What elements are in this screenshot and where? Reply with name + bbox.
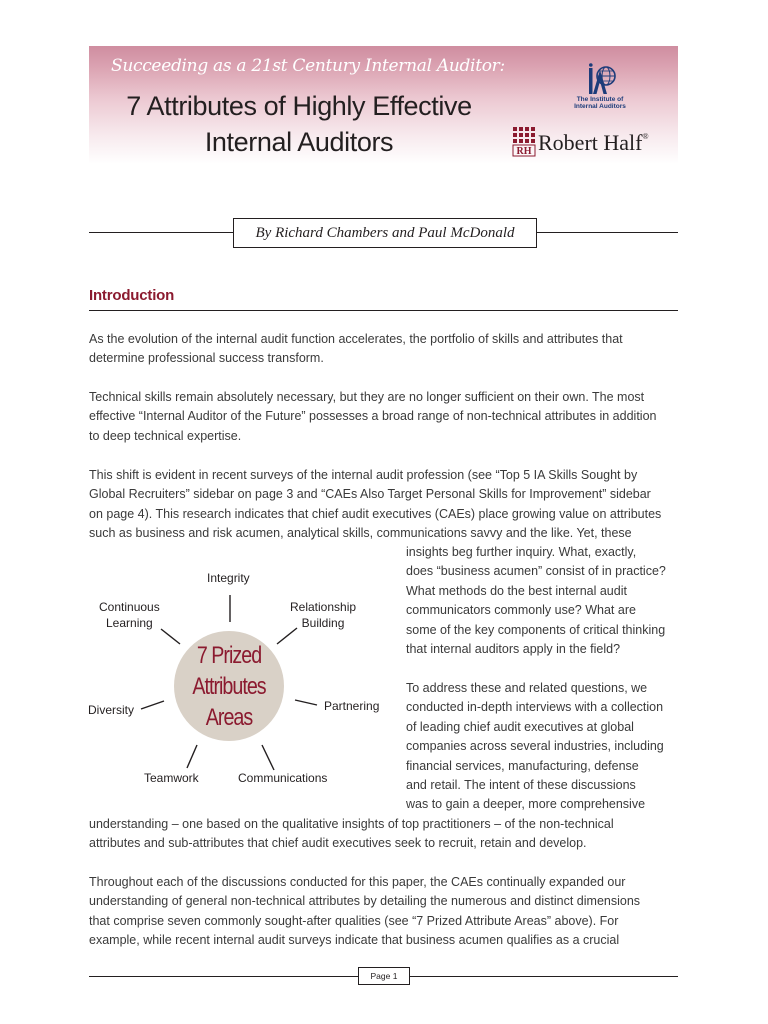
text-line: effective “Internal Auditor of the Future” possesses a broad range of non-technical attributes in addition bbox=[89, 409, 657, 424]
rh-monogram-text: RH bbox=[516, 146, 532, 157]
text-line: Technical skills remain absolutely necessary, but they are no longer sufficient on their own. The most bbox=[89, 390, 645, 404]
attribute-line: Continuous bbox=[99, 600, 160, 614]
iia-logo bbox=[560, 62, 640, 116]
text-line: What methods do the best internal audit bbox=[406, 583, 627, 598]
document-title bbox=[89, 88, 509, 160]
text-line: determine professional success transform. bbox=[89, 351, 324, 366]
spoke-teamwork bbox=[187, 745, 197, 768]
attribute-diversity: Diversity bbox=[88, 703, 135, 717]
spoke-continuous bbox=[161, 629, 180, 644]
text-line: insights beg further inquiry. What, exactly, bbox=[406, 545, 637, 559]
center-line-3: Areas bbox=[205, 704, 253, 731]
text-line: understanding – one based on the qualitative insights of top practitioners – of the non-technical bbox=[89, 817, 614, 831]
spoke-communications bbox=[262, 745, 274, 770]
text-line: To address these and related questions, we bbox=[406, 681, 648, 695]
header-banner bbox=[89, 46, 678, 164]
paragraph-3-wrap bbox=[406, 543, 666, 659]
text-line: Throughout each of the discussions conducted for this paper, the CAEs continually expanded our bbox=[89, 875, 626, 889]
text-line: attributes and sub-attributes that chief audit executives seek to recruit, retain and develop. bbox=[89, 836, 587, 851]
iia-name-line-2: Internal Auditors bbox=[574, 103, 626, 110]
text-line: on page 4). This research indicates that chief audit executives (CAEs) place growing value on attributes bbox=[89, 506, 662, 521]
spoke-diversity bbox=[141, 701, 164, 709]
text-line: companies across several industries, including bbox=[406, 739, 664, 754]
text-line: such as business and risk acumen, analytical skills, communications savvy and the like. Yet, these bbox=[89, 526, 632, 541]
text-line: As the evolution of the internal audit function accelerates, the portfolio of skills and attributes that bbox=[89, 332, 623, 346]
text-line: some of the key components of critical thinking bbox=[406, 622, 666, 637]
rh-wordmark-text: Robert Half bbox=[538, 130, 643, 155]
section-heading: Introduction bbox=[89, 287, 175, 304]
iia-name-line-1: The Institute of bbox=[576, 96, 624, 103]
registered-mark: ® bbox=[642, 132, 649, 141]
text-line: and retail. The intent of these discussions bbox=[406, 778, 636, 793]
paragraph-5 bbox=[89, 873, 640, 951]
text-line: of leading chief audit executives at global bbox=[406, 719, 634, 734]
text-line: This shift is evident in recent surveys of the internal audit profession (see “Top 5 IA Skills Sought by bbox=[89, 468, 638, 482]
attribute-line: Building bbox=[301, 616, 345, 630]
paragraph-1 bbox=[89, 330, 623, 369]
robert-half-wordmark bbox=[538, 130, 649, 156]
paragraph-4-wrap bbox=[406, 679, 664, 815]
text-line: that internal auditors apply in the field? bbox=[406, 642, 621, 657]
attribute-line: Learning bbox=[106, 616, 153, 630]
text-line: does “business acumen” consist of in practice? bbox=[406, 564, 666, 579]
section-rule bbox=[89, 310, 678, 311]
attribute-relationship-building bbox=[290, 599, 356, 631]
text-line: example, while recent internal audit surveys indicate that business acumen qualifies as a crucial bbox=[89, 933, 620, 948]
title-line-2: Internal Auditors bbox=[204, 127, 394, 157]
center-line-1: 7 Prized bbox=[196, 642, 262, 669]
spoke-partnering bbox=[295, 700, 317, 705]
attribute-line: Relationship bbox=[290, 600, 357, 614]
text-line: that comprise seven commonly sought-after qualities (see “7 Prized Attribute Areas” above). For bbox=[89, 913, 619, 928]
text-line: financial services, manufacturing, defense bbox=[406, 758, 639, 773]
text-line: communicators commonly use? What are bbox=[406, 603, 636, 618]
center-line-2: Attributes bbox=[192, 673, 266, 700]
attributes-wheel-diagram bbox=[84, 566, 384, 792]
text-line: understanding of general non-technical attributes by detailing the numerous and distinct dimensions bbox=[89, 894, 641, 909]
attribute-integrity: Integrity bbox=[207, 571, 250, 585]
iia-globe-icon bbox=[560, 62, 640, 96]
attribute-teamwork: Teamwork bbox=[144, 771, 199, 785]
iia-name bbox=[560, 96, 640, 110]
byline: By Richard Chambers and Paul McDonald bbox=[233, 218, 537, 248]
attribute-continuous-learning bbox=[99, 599, 160, 631]
text-line: to deep technical expertise. bbox=[89, 428, 242, 443]
text-line: conducted in-depth interviews with a collection bbox=[406, 700, 664, 715]
title-line-1: 7 Attributes of Highly Effective bbox=[126, 91, 472, 121]
paragraph-4-full bbox=[89, 815, 614, 854]
paragraph-2 bbox=[89, 388, 656, 446]
paragraph-3 bbox=[89, 466, 661, 544]
robert-half-logo bbox=[511, 126, 671, 158]
page-number: Page 1 bbox=[358, 967, 410, 985]
robert-half-monogram-icon bbox=[511, 126, 537, 158]
series-kicker: Succeeding as a 21st Century Internal Auditor: bbox=[111, 56, 505, 76]
text-line: Global Recruiters” sidebar on page 3 and “CAEs Also Target Personal Skills for Improvement” sidebar bbox=[89, 487, 651, 502]
text-line: was to gain a deeper, more comprehensive bbox=[406, 797, 646, 812]
attribute-communications: Communications bbox=[238, 771, 328, 785]
diagram-center-label bbox=[184, 640, 274, 733]
attribute-partnering: Partnering bbox=[324, 699, 380, 713]
